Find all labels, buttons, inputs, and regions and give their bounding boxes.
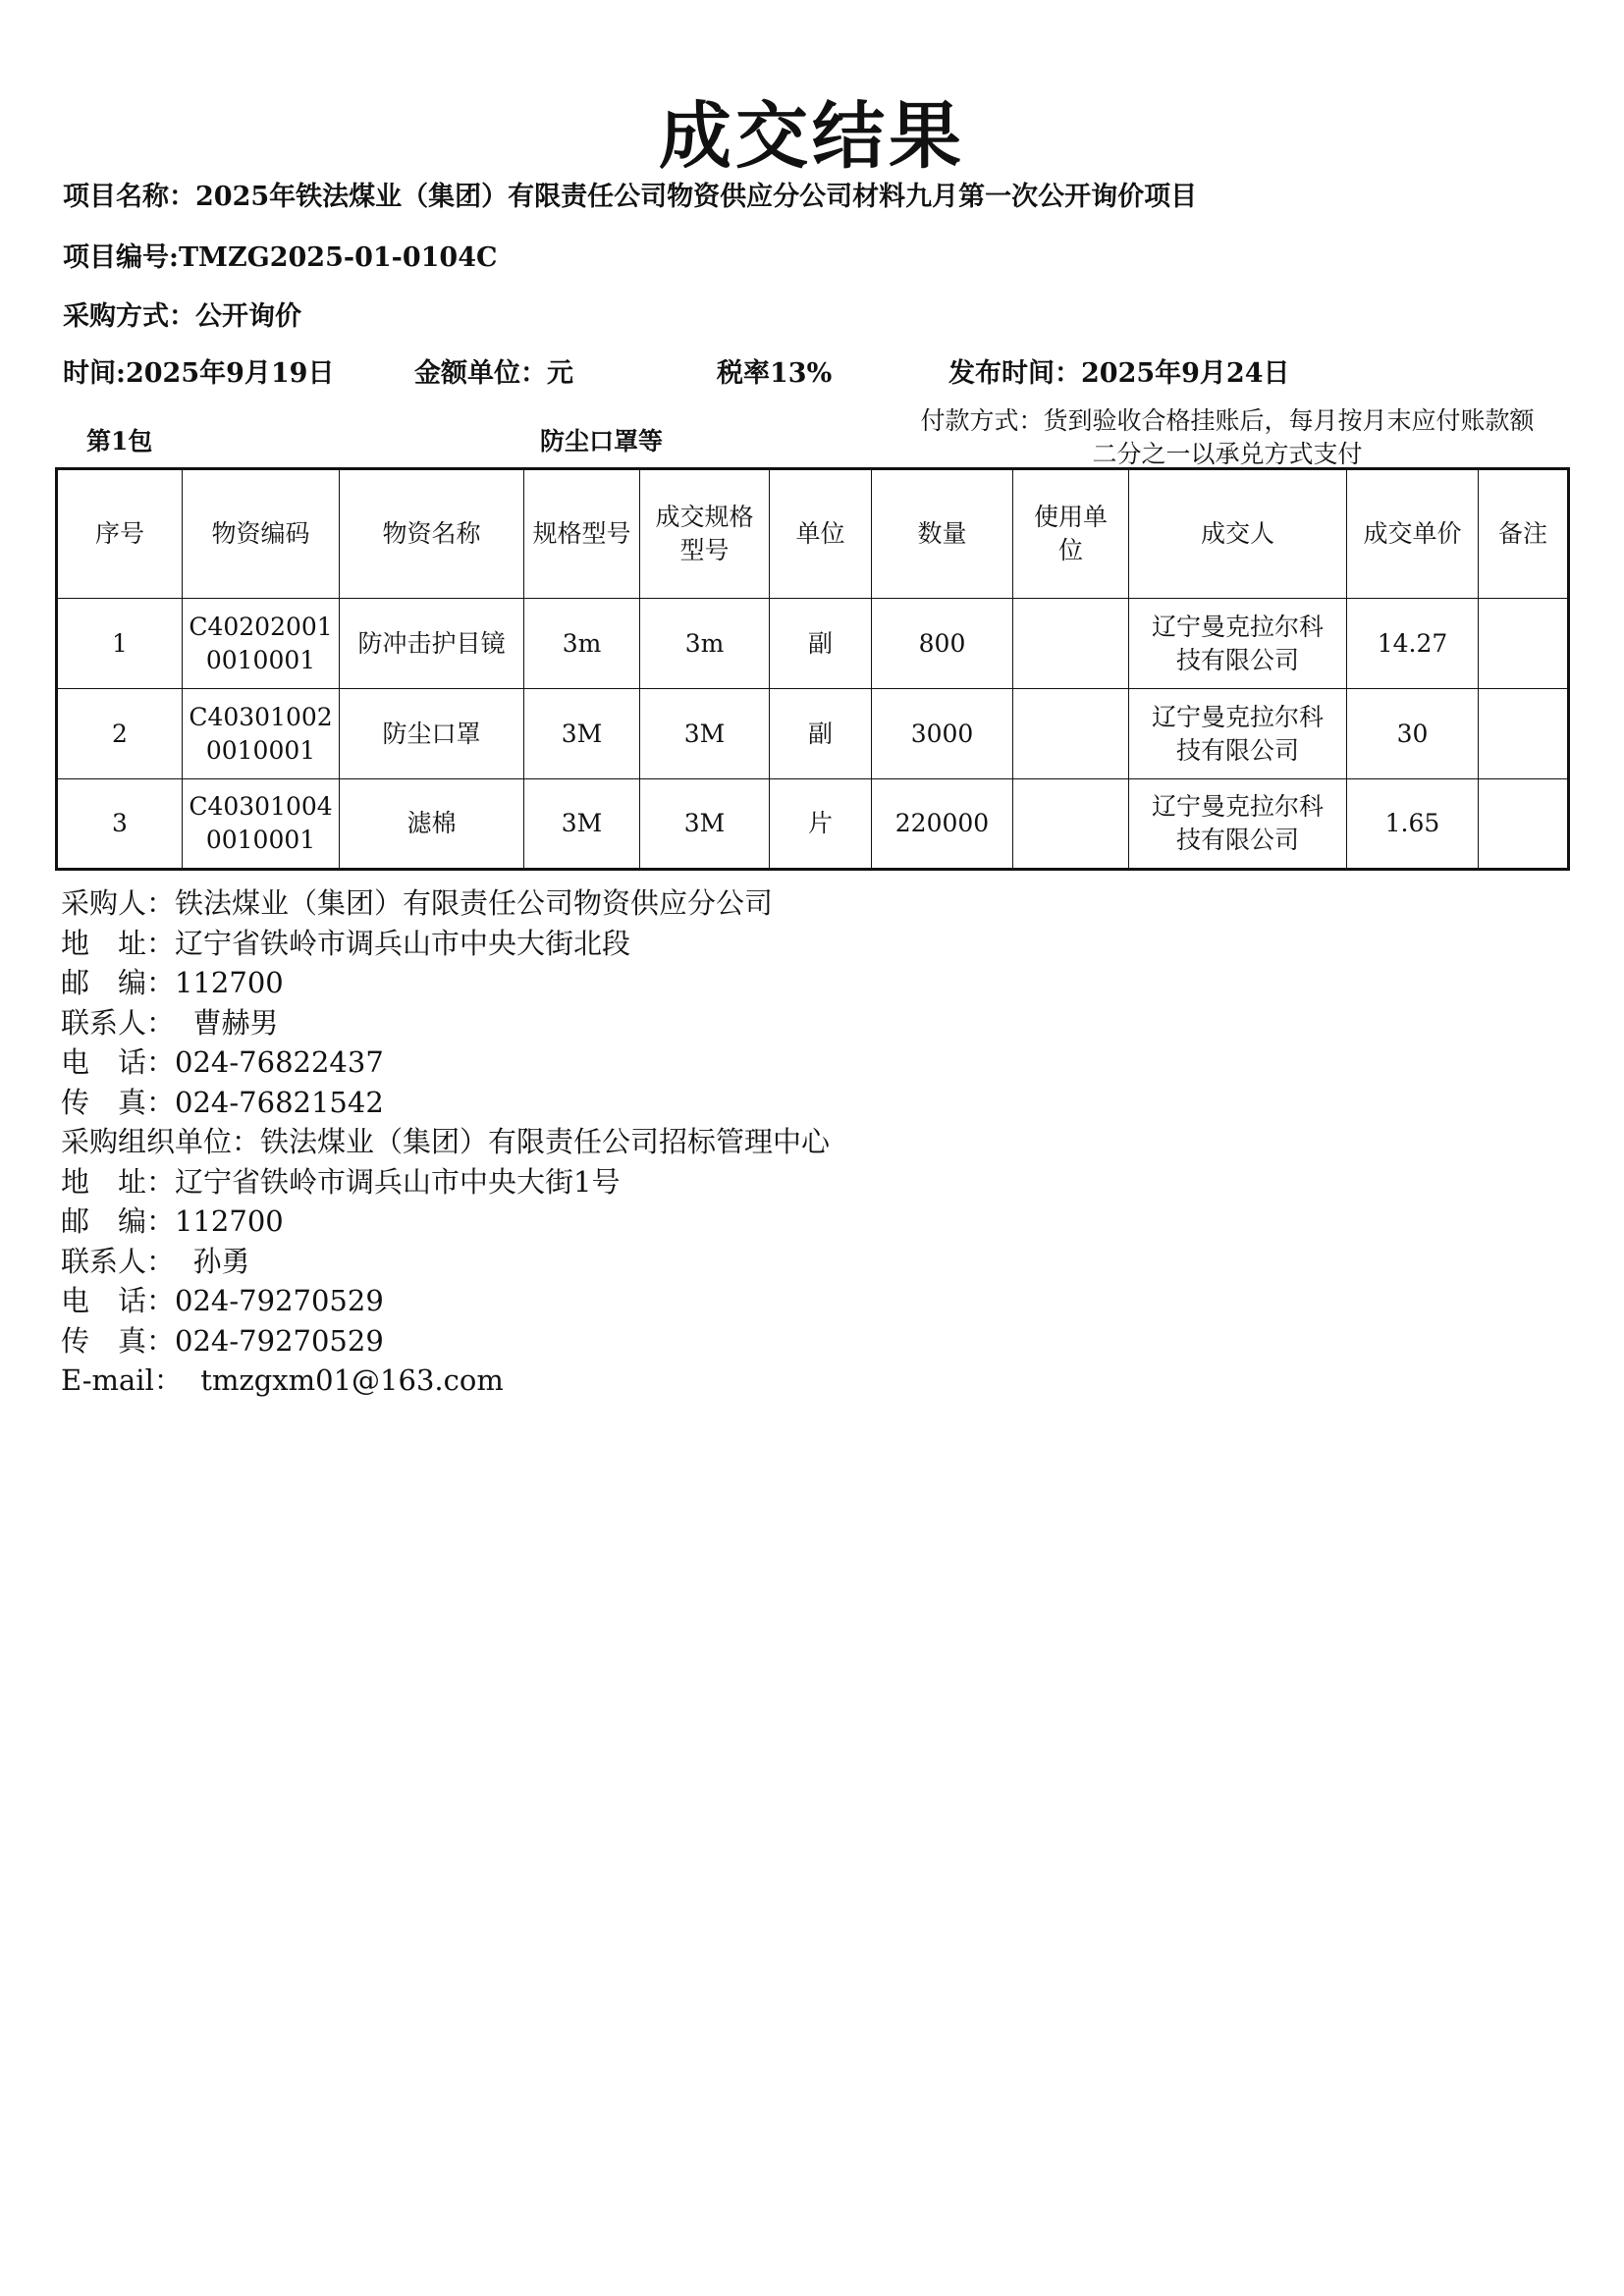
cell-unit: 片 [770, 779, 872, 870]
cell-supplier: 辽宁曼克拉尔科技有限公司 [1129, 779, 1347, 870]
cell-name: 防尘口罩 [340, 689, 524, 779]
project-name: 2025年铁法煤业（集团）有限责任公司物资供应分公司材料九月第一次公开询价项目 [195, 182, 1198, 212]
agency-email-line [61, 1361, 830, 1401]
cell-unit: 副 [770, 689, 872, 779]
agency-address-label: 地 址： [61, 1164, 176, 1199]
purchaser-postcode-label: 邮 编： [61, 966, 176, 999]
agency-name-line [61, 1122, 830, 1162]
agency-contact: 孙勇 [192, 1244, 250, 1278]
agency-contact-line [61, 1242, 830, 1282]
purchaser-contact-label: 联系人： [61, 1005, 176, 1040]
header-no: 序号 [57, 469, 183, 599]
agency-fax: 024-79270529 [175, 1323, 384, 1358]
purchaser-fax-line [61, 1083, 830, 1123]
header-name: 物资名称 [340, 469, 524, 599]
cell-note [1479, 689, 1569, 779]
purchaser-contact: 曹赫男 [192, 1005, 279, 1040]
cell-name: 防冲击护目镜 [340, 599, 524, 689]
cell-name: 滤棉 [340, 779, 524, 870]
cell-no: 1 [57, 599, 183, 689]
agency-postcode-label: 邮 编： [61, 1204, 176, 1238]
page-title: 成交结果 [659, 94, 965, 179]
header-code: 物资编码 [183, 469, 340, 599]
project-code-label: 项目编号: [63, 242, 179, 273]
purchaser-name: 铁法煤业（集团）有限责任公司物资供应分公司 [175, 886, 774, 920]
agency-name-label: 采购组织单位： [61, 1125, 261, 1158]
cell-deal-spec: 3M [640, 779, 770, 870]
publish-date: 发布时间：2025年9月24日 [948, 358, 1290, 389]
purchaser-postcode: 112700 [175, 966, 284, 999]
cell-no: 3 [57, 779, 183, 870]
agency-fax-line [61, 1321, 830, 1362]
agency-fax-label: 传 真： [61, 1323, 176, 1358]
purchase-method-label: 采购方式： [63, 301, 195, 332]
cell-price: 14.27 [1347, 599, 1479, 689]
package-name: 防尘口罩等 [540, 427, 664, 455]
agency-postcode: 112700 [175, 1204, 284, 1238]
agency-email[interactable]: tmzgxm01@163.com [200, 1363, 504, 1397]
cell-user [1013, 689, 1129, 779]
purchaser-address-line [61, 924, 830, 964]
cell-price: 30 [1347, 689, 1479, 779]
header-note: 备注 [1479, 469, 1569, 599]
purchaser-name-label: 采购人： [61, 886, 176, 920]
agency-phone-label: 电 话： [61, 1284, 176, 1317]
payment-terms [884, 404, 1571, 471]
payment-terms-line1: 付款方式：货到验收合格挂账后，每月按月末应付账款额 [920, 406, 1535, 435]
cell-supplier: 辽宁曼克拉尔科技有限公司 [1129, 599, 1347, 689]
purchaser-postcode-line [61, 963, 830, 1003]
cell-spec: 3m [524, 599, 640, 689]
header-supplier: 成交人 [1129, 469, 1347, 599]
purchaser-address-label: 地 址： [61, 926, 176, 960]
table-row [57, 689, 1569, 779]
purchase-method: 公开询价 [195, 301, 301, 332]
project-name-label: 项目名称： [63, 182, 195, 212]
header-deal-spec: 成交规格型号 [640, 469, 770, 599]
header-qty: 数量 [872, 469, 1013, 599]
purchaser-phone: 024-76822437 [175, 1045, 384, 1079]
contact-block [61, 883, 830, 1401]
table-row [57, 599, 1569, 689]
purchaser-fax-label: 传 真： [61, 1085, 176, 1119]
cell-unit: 副 [770, 599, 872, 689]
agency-contact-label: 联系人： [61, 1244, 176, 1278]
header-spec: 规格型号 [524, 469, 640, 599]
currency-unit: 金额单位：元 [414, 358, 573, 389]
cell-no: 2 [57, 689, 183, 779]
agency-name: 铁法煤业（集团）有限责任公司招标管理中心 [260, 1125, 831, 1158]
header-user: 使用单位 [1013, 469, 1129, 599]
purchase-method-line [63, 294, 301, 333]
cell-code: C403010020010001 [183, 689, 340, 779]
agency-postcode-line [61, 1201, 830, 1242]
agency-email-label: E-mail： [61, 1363, 183, 1397]
cell-deal-spec: 3M [640, 689, 770, 779]
table-header-row [57, 469, 1569, 599]
purchaser-fax: 024-76821542 [175, 1085, 384, 1119]
agency-address: 辽宁省铁岭市调兵山市中央大街1号 [175, 1164, 621, 1199]
purchaser-contact-line [61, 1003, 830, 1043]
cell-spec: 3M [524, 779, 640, 870]
deal-date: 时间:2025年9月19日 [63, 358, 335, 389]
purchaser-address: 辽宁省铁岭市调兵山市中央大街北段 [175, 926, 631, 960]
cell-qty: 220000 [872, 779, 1013, 870]
header-unit: 单位 [770, 469, 872, 599]
cell-deal-spec: 3m [640, 599, 770, 689]
agency-phone: 024-79270529 [175, 1284, 384, 1317]
cell-qty: 800 [872, 599, 1013, 689]
cell-note [1479, 779, 1569, 870]
purchaser-name-line [61, 883, 830, 924]
cell-spec: 3M [524, 689, 640, 779]
cell-price: 1.65 [1347, 779, 1479, 870]
project-name-line [63, 175, 1197, 213]
purchaser-phone-line [61, 1042, 830, 1083]
project-code: TMZG2025-01-0104C [178, 242, 498, 273]
purchaser-phone-label: 电 话： [61, 1045, 176, 1079]
cell-user [1013, 599, 1129, 689]
cell-qty: 3000 [872, 689, 1013, 779]
cell-user [1013, 779, 1129, 870]
tax-rate: 税率13% [717, 358, 833, 389]
header-price: 成交单价 [1347, 469, 1479, 599]
cell-code: C402020010010001 [183, 599, 340, 689]
agency-phone-line [61, 1281, 830, 1321]
package-number: 第1包 [86, 427, 153, 455]
agency-address-line [61, 1162, 830, 1202]
cell-supplier: 辽宁曼克拉尔科技有限公司 [1129, 689, 1347, 779]
table-row [57, 779, 1569, 870]
cell-code: C403010040010001 [183, 779, 340, 870]
project-code-line [63, 236, 497, 274]
payment-terms-line2: 二分之一以承兑方式支付 [1092, 440, 1363, 468]
cell-note [1479, 599, 1569, 689]
award-table [55, 467, 1570, 871]
